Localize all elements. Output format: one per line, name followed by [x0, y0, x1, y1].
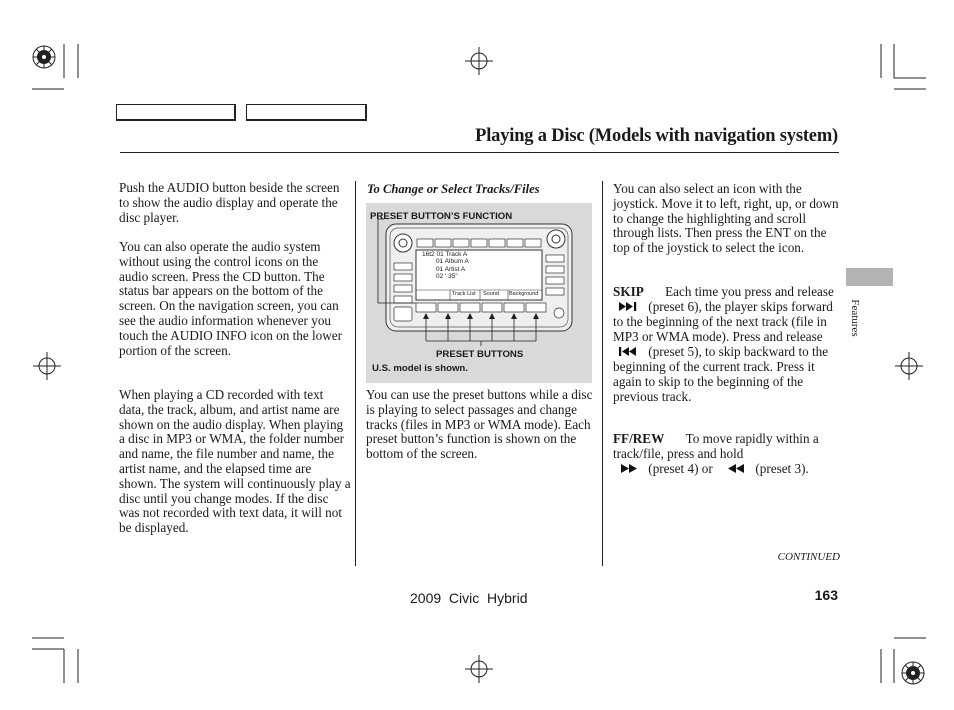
skip-section	[613, 285, 841, 405]
figure-model-note: U.S. model is shown.	[372, 363, 468, 374]
audio-unit-figure	[366, 203, 592, 383]
column-divider-left	[355, 181, 356, 566]
display-line-3: 01 Artist A	[436, 265, 466, 273]
display-line-4: 02 ' 35"	[436, 273, 458, 281]
left-paragraph-3: When playing a CD recorded with text data, the track, album, and artist name are shown on the audio display. When playing a disc in MP3 or WMA, the folder number and name, the file number and name, the artist name, and the elapsed time are shown. The system will continuously play a disc until you change modes. If the disc was not recorded with text data, it will not be displayed.	[119, 387, 351, 536]
ffrew-section	[613, 432, 841, 477]
skip-text-3: (preset 5), to skip backward to the beginning of the current track. Press it again to skip to the beginning of the previous track.	[613, 343, 829, 404]
section-side-tab	[846, 268, 893, 286]
skip-heading: SKIP	[613, 284, 644, 299]
skip-text-1: Each time you press and release	[665, 284, 834, 299]
continued-label: CONTINUED	[777, 551, 840, 563]
display-tab-track-list: Track List	[452, 291, 476, 297]
figure-label-function: PRESET BUTTON’S FUNCTION	[370, 211, 513, 222]
ffrew-text-3: (preset 3).	[755, 460, 809, 476]
header-tab-box-left	[116, 104, 236, 121]
left-paragraph-2: You can also operate the audio system without using the control icons on the audio screen. Press the CD button. The status bar appears on the bottom of the screen. On the navigation screen, you can see the audio information whenever you touch the AUDIO INFO icon on the lower portion of the screen.	[119, 239, 343, 358]
middle-paragraph-1: You can use the preset buttons while a disc is playing to select passages and change tracks (files in MP3 or WMA mode). Each preset button’s function is shown on the bottom of the screen.	[366, 387, 593, 462]
footer-model-name: 2009 Civic Hybrid	[410, 590, 528, 606]
side-tab-label-text: Features	[849, 299, 861, 337]
rewind-icon	[728, 462, 746, 477]
skip-forward-icon	[619, 300, 639, 315]
figure-display-text	[422, 251, 469, 281]
right-paragraph-1: You can also select an icon with the joystick. Move it to left, right, up, or down to change the highlighting and scroll through lists. Then press the ENT on the top of the joystick to select the icon.	[613, 181, 839, 256]
ffrew-text-2: (preset 4) or	[648, 460, 713, 476]
left-paragraph-1: Push the AUDIO button beside the screen to show the audio display and operate the disc player.	[119, 180, 340, 225]
display-tab-sound: Sound	[483, 291, 499, 297]
ffrew-heading: FF/REW	[613, 431, 665, 446]
header-tab-box-right	[246, 104, 367, 121]
skip-text-2: (preset 6), the player skips forward to the beginning of the next track (file in MP3 or WMA mode). Press and release	[613, 298, 833, 344]
figure-label-buttons: PRESET BUTTONS	[436, 349, 524, 360]
column-divider-right	[602, 181, 603, 566]
fast-forward-icon	[621, 462, 639, 477]
skip-back-icon	[619, 345, 639, 360]
display-tab-background: Background	[509, 291, 539, 297]
section-heading: To Change or Select Tracks/Files	[367, 182, 540, 196]
page-number: 163	[814, 587, 838, 603]
page-title: Playing a Disc (Models with navigation system)	[475, 126, 838, 146]
display-line-1: 16t2 01 Track A	[422, 251, 468, 258]
side-tab-label	[848, 294, 862, 344]
title-rule	[120, 152, 839, 153]
ffrew-text-1: To move rapidly within a track/file, press and hold	[613, 431, 819, 461]
display-line-2: 01 Album A	[436, 258, 469, 266]
